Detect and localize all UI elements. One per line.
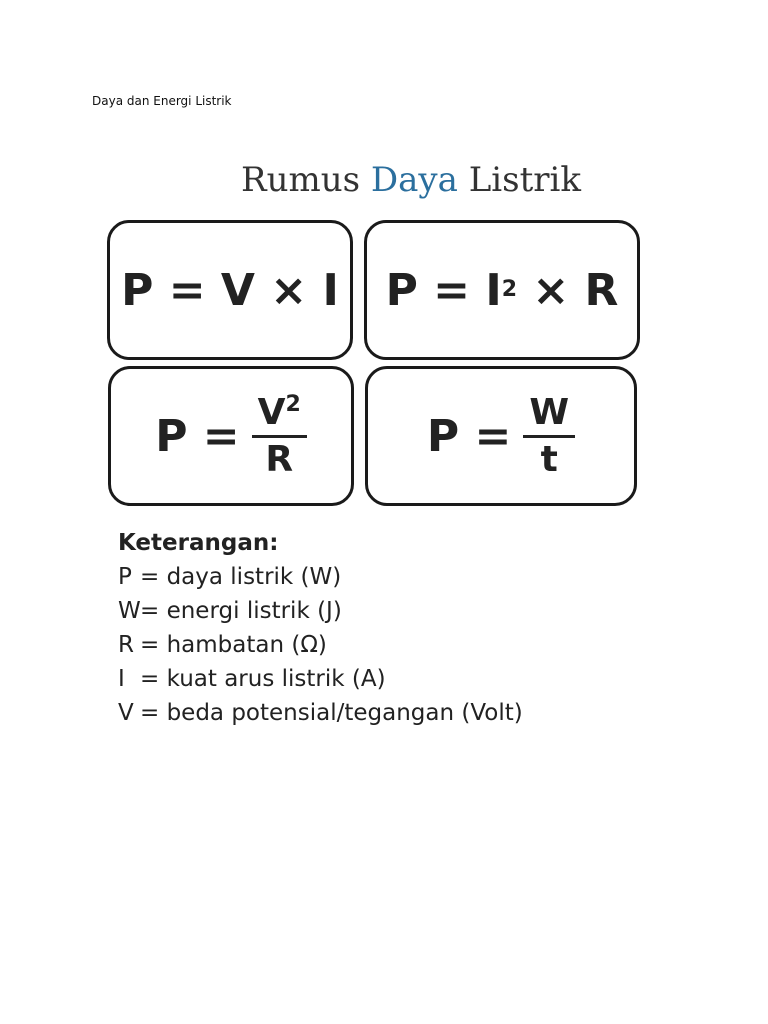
legend-heading: Keterangan:	[118, 530, 279, 556]
legend-item	[118, 696, 523, 730]
legend-item	[118, 662, 523, 696]
title-part1: Rumus	[240, 160, 361, 200]
fraction	[523, 391, 575, 480]
numerator-text: V	[257, 391, 286, 433]
legend	[118, 526, 523, 730]
document-header: Daya dan Energi Listrik	[92, 94, 232, 108]
title-part2: Listrik	[468, 160, 582, 200]
fraction-denominator: R	[265, 438, 294, 480]
legend-text: = kuat arus listrik (A)	[140, 666, 386, 692]
numerator-exponent: 2	[285, 391, 301, 417]
formula-right: × R	[517, 264, 619, 316]
legend-symbol: I	[118, 666, 125, 692]
formula-box-power-voltage-resistance	[108, 366, 354, 506]
legend-item	[118, 628, 523, 662]
legend-symbol: V	[118, 700, 134, 726]
formula-left: P = I	[385, 264, 502, 316]
legend-symbol: W	[118, 598, 141, 624]
formula-left: P =	[426, 410, 512, 462]
legend-text: = daya listrik (W)	[140, 564, 342, 590]
legend-text: = hambatan (Ω)	[140, 632, 327, 658]
fraction-numerator: W	[523, 395, 575, 438]
legend-symbol: P	[118, 564, 132, 590]
formula-text: P = V × I	[121, 264, 339, 316]
fraction-numerator	[252, 391, 307, 438]
legend-item	[118, 560, 523, 594]
formula-row	[426, 391, 575, 480]
formula-box-power-energy-time	[365, 366, 637, 506]
title-accent: Daya	[370, 160, 458, 200]
fraction	[252, 391, 307, 480]
legend-symbol: R	[118, 632, 134, 658]
formula-box-power-current-resistance	[364, 220, 640, 360]
figure-title	[0, 160, 768, 200]
formula-row: P = I 2 × R	[385, 264, 619, 316]
legend-item	[118, 594, 523, 628]
formula-box-power-voltage-current	[107, 220, 353, 360]
legend-text: = beda potensial/tegangan (Volt)	[140, 700, 523, 726]
formula-left: P =	[155, 410, 240, 462]
fraction-denominator: t	[540, 438, 558, 480]
formula-row	[155, 391, 307, 480]
legend-text: = energi listrik (J)	[140, 598, 342, 624]
